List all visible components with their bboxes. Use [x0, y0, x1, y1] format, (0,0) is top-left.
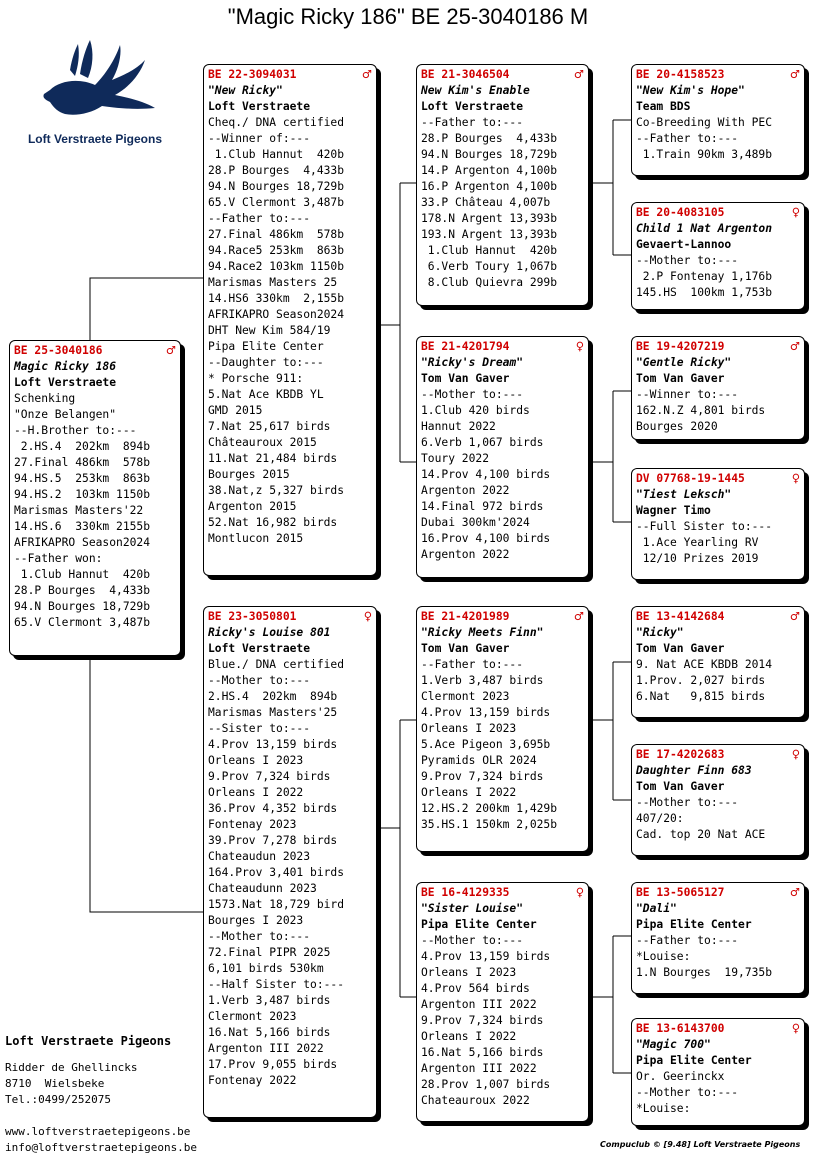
pigeon-name: "Ricky's Dream" — [421, 356, 524, 369]
pedigree-line: Schenking — [14, 392, 76, 405]
subject-pigeon-card — [9, 340, 181, 656]
pedigree-line: 6.Verb 1,067 birds — [421, 436, 544, 449]
pigeon-header — [636, 609, 800, 625]
pigeon-owner: Pipa Elite Center — [636, 918, 752, 931]
pedigree-line: Blue./ DNA certified — [208, 658, 345, 671]
pedigree-line: Cheq./ DNA certified — [208, 116, 345, 129]
pedigree-line: Clermont 2023 — [421, 690, 510, 703]
pedigree-line: --Sister to:--- — [208, 722, 311, 735]
pedigree-line: Marismas Masters'22 — [14, 504, 144, 517]
pedigree-line: --Father to:--- — [208, 212, 311, 225]
website-link[interactable]: www.loftverstraetepigeons.be — [5, 1125, 191, 1138]
pedigree-line: 28.Prov 1,007 birds — [421, 1078, 551, 1091]
pigeon-owner: Loft Verstraete — [208, 642, 311, 655]
pedigree-line: 1.Train 90km 3,489b — [636, 148, 773, 161]
pigeon-name: "Magic 700" — [636, 1038, 711, 1051]
pedigree-line: Argenton III 2022 — [208, 1042, 324, 1055]
pigeon-owner: Tom Van Gaver — [636, 642, 725, 655]
pedigree-line: Orleans I 2022 — [421, 786, 517, 799]
female-icon: ♀ — [791, 748, 800, 761]
pigeon-name: Ricky's Louise 801 — [208, 626, 331, 639]
pedigree-line: 38.Nat,z 5,327 birds — [208, 484, 345, 497]
pedigree-line: 94.N Bourges 18,729b — [421, 148, 558, 161]
ring-number: BE 13-4142684 — [636, 610, 725, 623]
great-grandparent-card — [631, 606, 805, 718]
pedigree-line: 193.N Argent 13,393b — [421, 228, 558, 241]
male-icon: ♂ — [573, 68, 584, 81]
ring-number: BE 21-4201794 — [421, 340, 510, 353]
pedigree-line: Argenton III 2022 — [421, 1062, 537, 1075]
pedigree-line: 16.Nat 5,166 birds — [421, 1046, 544, 1059]
female-icon: ♀ — [575, 340, 584, 353]
grandsire-maternal-card — [416, 606, 589, 852]
pedigree-line: 14.P Argenton 4,100b — [421, 164, 558, 177]
pedigree-line: 94.HS.2 103km 1150b — [14, 488, 151, 501]
pedigree-line: Argenton III 2022 — [421, 998, 537, 1011]
pedigree-line: --Mother to:--- — [636, 1086, 739, 1099]
pedigree-line: 1.Ace Yearling RV — [636, 536, 759, 549]
page-title: "Magic Ricky 186" BE 25-3040186 M — [227, 4, 589, 29]
pigeon-owner: Team BDS — [636, 100, 691, 113]
pigeon-header — [636, 1021, 800, 1037]
pedigree-line: 27.Final 486km 578b — [208, 228, 345, 241]
pedigree-line: Fontenay 2023 — [208, 818, 297, 831]
pedigree-line: Orleans I 2023 — [421, 722, 517, 735]
ring-number: BE 23-3050801 — [208, 610, 297, 623]
pedigree-line: --Father won: — [14, 552, 103, 565]
pedigree-line: 1.Prov. 2,027 birds — [636, 674, 766, 687]
female-icon: ♀ — [363, 610, 372, 623]
pigeon-owner: Loft Verstraete — [14, 376, 117, 389]
pedigree-line: Châteauroux 2015 — [208, 436, 317, 449]
pedigree-line: "Onze Belangen" — [14, 408, 117, 421]
pedigree-line: Argenton 2022 — [421, 548, 510, 561]
pedigree-line: --Mother to:--- — [208, 930, 311, 943]
great-grandparent-card — [631, 468, 805, 580]
pedigree-line: 27.Final 486km 578b — [14, 456, 151, 469]
pedigree-line: DHT New Kim 584/19 — [208, 324, 331, 337]
pedigree-line: *Louise: — [636, 1102, 691, 1115]
pigeon-header — [636, 471, 800, 487]
pedigree-line: *Louise: — [636, 950, 691, 963]
pedigree-line: 1.Club Hannut 420b — [421, 244, 558, 257]
mother-card — [203, 606, 377, 1118]
pedigree-line: 16.P Argenton 4,100b — [421, 180, 558, 193]
email-link[interactable]: info@loftverstraetepigeons.be — [5, 1141, 198, 1154]
ring-number: BE 19-4207219 — [636, 340, 725, 353]
pedigree-line: 4.Prov 13,159 birds — [208, 738, 338, 751]
great-grandparent-card — [631, 744, 805, 856]
pedigree-line: 9. Nat ACE KBDB 2014 — [636, 658, 773, 671]
pedigree-line: 28.P Bourges 4,433b — [14, 584, 151, 597]
pedigree-line: 6.Verb Toury 1,067b — [421, 260, 558, 273]
pedigree-line: --Mother to:--- — [421, 934, 524, 947]
ring-number: BE 17-4202683 — [636, 748, 725, 761]
pedigree-line: Montlucon 2015 — [208, 532, 304, 545]
pedigree-line: 94.N Bourges 18,729b — [14, 600, 151, 613]
pedigree-line: 14.Final 972 birds — [421, 500, 544, 513]
pedigree-line: Toury 2022 — [421, 452, 490, 465]
pedigree-line: * Porsche 911: — [208, 372, 304, 385]
pedigree-line: 1573.Nat 18,729 bird — [208, 898, 345, 911]
pedigree-line: 52.Nat 16,982 birds — [208, 516, 338, 529]
pedigree-line: --Mother to:--- — [636, 254, 739, 267]
pedigree-line: --Half Sister to:--- — [208, 978, 345, 991]
pedigree-line: 1.N Bourges 19,735b — [636, 966, 773, 979]
pigeon-name: "Gentle Ricky" — [636, 356, 732, 369]
ring-number: BE 22-3094031 — [208, 68, 297, 81]
pedigree-line: Chateaudunn 2023 — [208, 882, 317, 895]
great-grandparent-card — [631, 882, 805, 994]
ring-number: BE 13-5065127 — [636, 886, 725, 899]
loft-address: Ridder de Ghellincks 8710 Wielsbeke Tel.:0499/252075 — [5, 1061, 138, 1106]
pedigree-line: 178.N Argent 13,393b — [421, 212, 558, 225]
pedigree-line: --Father to:--- — [636, 132, 739, 145]
pedigree-line: 94.Race5 253km 863b — [208, 244, 345, 257]
pedigree-line: Marismas Masters 25 — [208, 276, 338, 289]
pigeon-name: "New Kim's Hope" — [636, 84, 745, 97]
pigeon-name: "New Ricky" — [208, 84, 283, 97]
pigeon-name: "Ricky Meets Finn" — [421, 626, 544, 639]
pedigree-line: Co-Breeding With PEC — [636, 116, 773, 129]
female-icon: ♀ — [791, 1022, 800, 1035]
pedigree-line: 12.HS.2 200km 1,429b — [421, 802, 558, 815]
pedigree-line: --Mother to:--- — [421, 388, 524, 401]
male-icon: ♂ — [361, 68, 372, 81]
pigeon-name: Magic Ricky 186 — [14, 360, 117, 373]
pedigree-line: 33.P Château 4,007b — [421, 196, 551, 209]
pedigree-line: 35.HS.1 150km 2,025b — [421, 818, 558, 831]
pedigree-line: 6.Nat 9,815 birds — [636, 690, 766, 703]
pedigree-line: 11.Nat 21,484 birds — [208, 452, 338, 465]
pigeon-name: Child 1 Nat Argenton — [636, 222, 773, 235]
loft-contact — [5, 1124, 197, 1156]
ring-number: BE 25-3040186 — [14, 344, 103, 357]
loft-name: Loft Verstraete Pigeons — [5, 1034, 172, 1048]
pigeon-header — [636, 747, 800, 763]
pedigree-line: 162.N.Z 4,801 birds — [636, 404, 766, 417]
pedigree-line: Chateauroux 2022 — [421, 1094, 530, 1107]
pedigree-line: 2.HS.4 202km 894b — [208, 690, 338, 703]
pedigree-line: 65.V Clermont 3,487b — [14, 616, 151, 629]
pedigree-line: Orleans I 2023 — [208, 754, 304, 767]
pedigree-line: --Mother to:--- — [208, 674, 311, 687]
pedigree-line: Bourges I 2023 — [208, 914, 304, 927]
pigeon-owner: Pipa Elite Center — [421, 918, 537, 931]
ring-number: BE 16-4129335 — [421, 886, 510, 899]
pigeon-owner: Gevaert-Lannoo — [636, 238, 732, 251]
pedigree-line: --Father to:--- — [636, 934, 739, 947]
pedigree-line: 4.Prov 13,159 birds — [421, 950, 551, 963]
pedigree-line: 14.HS6 330km 2,155b — [208, 292, 345, 305]
pedigree-line: Clermont 2023 — [208, 1010, 297, 1023]
pedigree-line: 9.Prov 7,324 birds — [208, 770, 331, 783]
pigeon-owner: Pipa Elite Center — [636, 1054, 752, 1067]
pedigree-line: 4.Prov 564 birds — [421, 982, 530, 995]
pigeon-header — [636, 339, 800, 355]
pedigree-line: Or. Geerinckx — [636, 1070, 725, 1083]
ring-number: DV 07768-19-1445 — [636, 472, 745, 485]
pedigree-line: 9.Prov 7,324 birds — [421, 1014, 544, 1027]
pedigree-line: 8.Club Quievra 299b — [421, 276, 558, 289]
pedigree-line: Chateaudun 2023 — [208, 850, 311, 863]
pedigree-line: Cad. top 20 Nat ACE — [636, 828, 766, 841]
pedigree-line: 94.HS.5 253km 863b — [14, 472, 151, 485]
pedigree-line: Fontenay 2022 — [208, 1074, 297, 1087]
pedigree-line: 5.Nat Ace KBDB YL — [208, 388, 324, 401]
pedigree-line: 5.Ace Pigeon 3,695b — [421, 738, 551, 751]
pedigree-line: 1.Club Hannut 420b — [208, 148, 345, 161]
pedigree-line: 2.P Fontenay 1,176b — [636, 270, 773, 283]
pedigree-line: 94.Race2 103km 1150b — [208, 260, 345, 273]
pigeon-name: "Tiest Leksch" — [636, 488, 732, 501]
pedigree-line: 145.HS 100km 1,753b — [636, 286, 773, 299]
pedigree-line: 6,101 birds 530km — [208, 962, 324, 975]
pigeon-name: "Ricky" — [636, 626, 684, 639]
pedigree-line: --Father to:--- — [421, 116, 524, 129]
pigeon-header — [421, 339, 584, 355]
pedigree-line: Bourges 2020 — [636, 420, 718, 433]
pigeon-header — [208, 67, 372, 83]
male-icon: ♂ — [573, 610, 584, 623]
male-icon: ♂ — [165, 344, 176, 357]
pedigree-line: 1.Club 420 birds — [421, 404, 530, 417]
pedigree-line: Argenton 2022 — [421, 484, 510, 497]
pedigree-line: AFRIKAPRO Season2024 — [14, 536, 151, 549]
pedigree-line: Bourges 2015 — [208, 468, 290, 481]
pigeon-header — [636, 885, 800, 901]
grandsire-paternal-card — [416, 64, 589, 306]
female-icon: ♀ — [791, 472, 800, 485]
pedigree-line: 1.Club Hannut 420b — [14, 568, 151, 581]
pigeon-header — [421, 609, 584, 625]
ring-number: BE 21-4201989 — [421, 610, 510, 623]
pedigree-line: AFRIKAPRO Season2024 — [208, 308, 345, 321]
pedigree-line: 94.N Bourges 18,729b — [208, 180, 345, 193]
logo-text: Loft Verstraete Pigeons — [27, 132, 163, 146]
pigeon-owner: Loft Verstraete — [421, 100, 524, 113]
pedigree-line: Dubai 300km'2024 — [421, 516, 530, 529]
pedigree-line: 72.Final PIPR 2025 — [208, 946, 331, 959]
pigeon-header — [208, 609, 372, 625]
pedigree-line: 16.Prov 4,100 birds — [421, 532, 551, 545]
pedigree-line: 4.Prov 13,159 birds — [421, 706, 551, 719]
pedigree-line: 17.Prov 9,055 birds — [208, 1058, 338, 1071]
pedigree-line: 14.HS.6 330km 2155b — [14, 520, 151, 533]
pedigree-line: Pyramids OLR 2024 — [421, 754, 537, 767]
father-card — [203, 64, 377, 576]
female-icon: ♀ — [575, 886, 584, 899]
pedigree-line: GMD 2015 — [208, 404, 263, 417]
pigeon-name: "Dali" — [636, 902, 677, 915]
great-grandparent-card — [631, 336, 805, 440]
male-icon: ♂ — [789, 68, 800, 81]
pedigree-line: 1.Verb 3,487 birds — [208, 994, 331, 1007]
pedigree-line: Hannut 2022 — [421, 420, 496, 433]
great-grandparent-card — [631, 64, 805, 176]
pedigree-line: 12/10 Prizes 2019 — [636, 552, 759, 565]
ring-number: BE 20-4158523 — [636, 68, 725, 81]
pigeon-owner: Tom Van Gaver — [421, 372, 510, 385]
male-icon: ♂ — [789, 886, 800, 899]
granddam-maternal-card — [416, 882, 589, 1122]
pedigree-line: 28.P Bourges 4,433b — [208, 164, 345, 177]
pedigree-line: --Mother to:--- — [636, 796, 739, 809]
pedigree-line: Orleans I 2022 — [208, 786, 304, 799]
pedigree-line: --Daughter to:--- — [208, 356, 324, 369]
pedigree-line: --Father to:--- — [421, 658, 524, 671]
pigeon-owner: Wagner Timo — [636, 504, 711, 517]
male-icon: ♂ — [789, 610, 800, 623]
pedigree-line: 39.Prov 7,278 birds — [208, 834, 338, 847]
software-credit: Compuclub © [9.48] Loft Verstraete Pigeons — [600, 1140, 801, 1149]
male-icon: ♂ — [789, 340, 800, 353]
pedigree-line: 407/20: — [636, 812, 684, 825]
pedigree-line: Orleans I 2022 — [421, 1030, 517, 1043]
female-icon: ♀ — [791, 206, 800, 219]
pigeon-name: "Sister Louise" — [421, 902, 524, 915]
pedigree-line: --Winner of:--- — [208, 132, 311, 145]
pedigree-line: 2.HS.4 202km 894b — [14, 440, 151, 453]
pedigree-line: 9.Prov 7,324 birds — [421, 770, 544, 783]
pigeon-header — [636, 67, 800, 83]
pedigree-line: Marismas Masters'25 — [208, 706, 338, 719]
pedigree-line: --Winner to:--- — [636, 388, 739, 401]
pedigree-line: 16.Nat 5,166 birds — [208, 1026, 331, 1039]
pigeon-header — [14, 343, 176, 359]
pedigree-line: Orleans I 2023 — [421, 966, 517, 979]
pedigree-line: 28.P Bourges 4,433b — [421, 132, 558, 145]
pigeon-name: New Kim's Enable — [421, 84, 530, 97]
granddam-paternal-card — [416, 336, 589, 578]
pigeon-name: Daughter Finn 683 — [636, 764, 752, 777]
ring-number: BE 13-6143700 — [636, 1022, 725, 1035]
pigeon-owner: Tom Van Gaver — [421, 642, 510, 655]
pedigree-line: Argenton 2015 — [208, 500, 297, 513]
ring-number: BE 21-3046504 — [421, 68, 510, 81]
pedigree-line: 7.Nat 25,617 birds — [208, 420, 331, 433]
pigeon-header — [421, 67, 584, 83]
pedigree-line: 36.Prov 4,352 birds — [208, 802, 338, 815]
pedigree-line: 65.V Clermont 3,487b — [208, 196, 345, 209]
pigeon-owner: Tom Van Gaver — [636, 372, 725, 385]
pigeon-header — [636, 205, 800, 221]
pigeon-owner: Tom Van Gaver — [636, 780, 725, 793]
pigeon-owner: Loft Verstraete — [208, 100, 311, 113]
pedigree-line: 1.Verb 3,487 birds — [421, 674, 544, 687]
pedigree-line: --H.Brother to:--- — [14, 424, 137, 437]
pedigree-line: --Full Sister to:--- — [636, 520, 773, 533]
pedigree-line: 164.Prov 3,401 birds — [208, 866, 345, 879]
great-grandparent-card — [631, 202, 805, 310]
great-grandparent-card — [631, 1018, 805, 1126]
pedigree-line: 14.Prov 4,100 birds — [421, 468, 551, 481]
pedigree-line: Pipa Elite Center — [208, 340, 324, 353]
pigeon-header — [421, 885, 584, 901]
ring-number: BE 20-4083105 — [636, 206, 725, 219]
